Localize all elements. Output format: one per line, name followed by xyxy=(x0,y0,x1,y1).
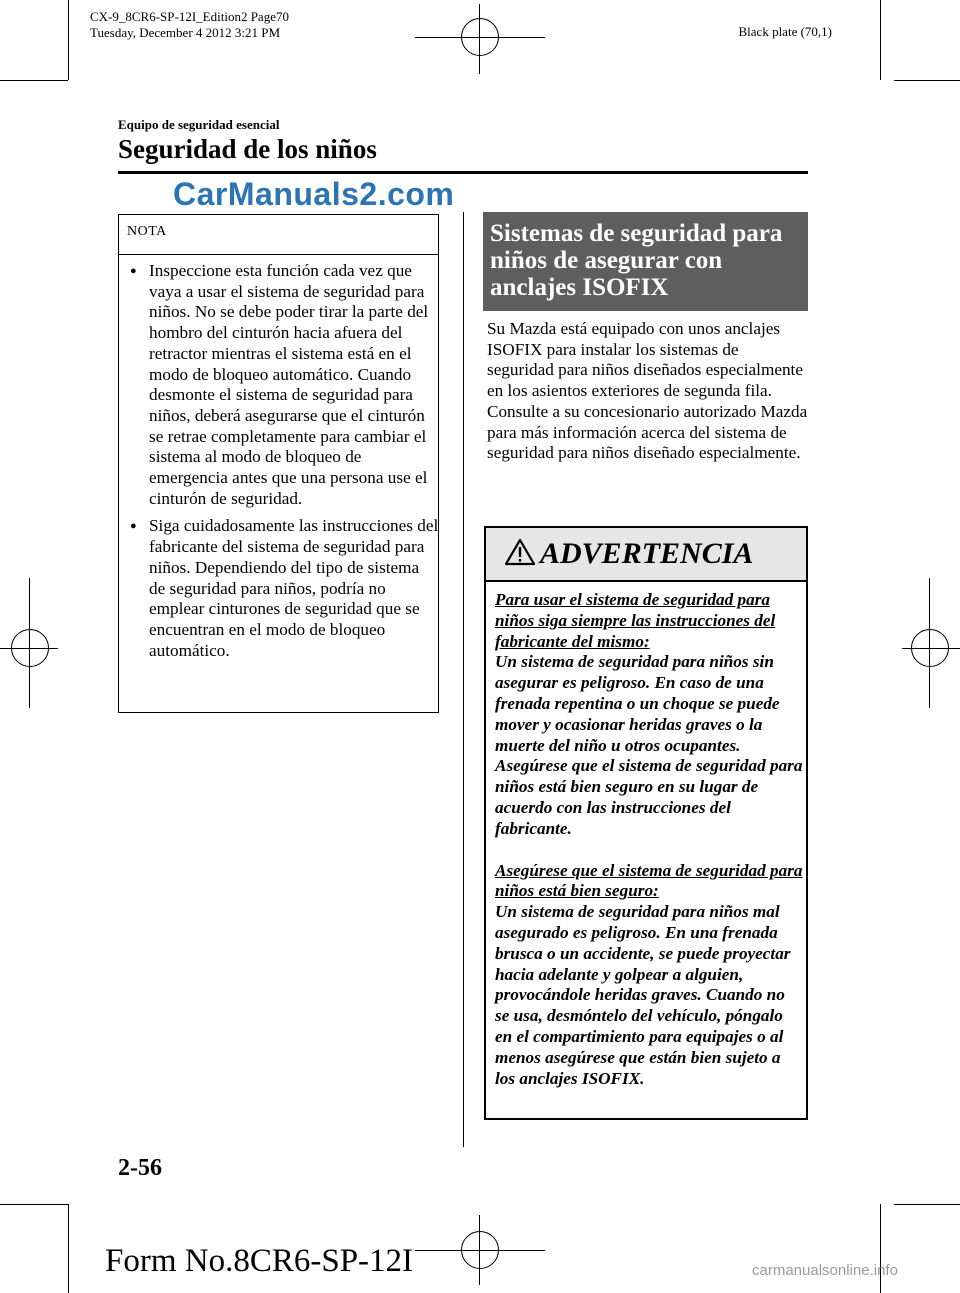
title-rule xyxy=(118,171,808,174)
crop-mark xyxy=(880,0,881,80)
warning-body xyxy=(495,590,803,1089)
section-label: Equipo de seguridad esencial xyxy=(118,117,280,132)
print-info xyxy=(90,9,289,41)
warning-triangle-icon xyxy=(504,538,536,566)
warning-title: ADVERTENCIA xyxy=(540,537,754,570)
warning-text: Un sistema de seguridad para niños sin asegurar es peligroso. En caso de una frenada repentina o un choque se puede mover y ocasionar heridas graves o la muerte del niño u otros ocupantes. Asegúrese que el sistema de seguridad para niños está bien seguro en su lugar de acuerdo con las instrucciones del fabricante. xyxy=(495,652,803,838)
note-item xyxy=(129,516,439,661)
warning-text: Un sistema de seguridad para niños mal asegurado es peligroso. En una frenada brusca o un accidente, se puede proyectar hacia adelante y golpear a alguien, provocándole heridas graves. Cuando no se usa, desmóntelo del vehículo, póngalo en el compartimiento para equipajes o al menos asegúrese que están bien sujeto a los anclajes ISOFIX. xyxy=(495,902,791,1088)
isofix-intro xyxy=(487,319,809,464)
bullet-icon: ● xyxy=(130,520,137,533)
note-item-text: Inspeccione esta función cada vez que vaya a usar el sistema de seguridad para niños. No se debe poder tirar la parte del hombro del cinturón hacia afuera del retractor mientras el sistema está en el modo de bloqueo automático. Cuando desmonte el sistema de seguridad para niños, deberá asegurarse que el cinturón se retrae completamente para cambiar el sistema al modo de bloqueo de emergencia antes que una persona use el cinturón de seguridad. xyxy=(149,261,429,508)
watermark-logo: CarManuals2.com xyxy=(173,176,455,212)
note-list xyxy=(129,261,439,668)
crop-mark xyxy=(68,0,69,80)
crop-mark xyxy=(0,80,68,81)
intro-paragraph: Consulte a su concesionario autorizado Mazda para más información acerca del sistema de seguridad para niños diseñado especialmente. xyxy=(487,401,808,463)
column-divider xyxy=(463,212,464,1147)
page-title: Seguridad de los niños xyxy=(118,134,377,164)
print-info-line: CX-9_8CR6-SP-12I_Edition2 Page70 xyxy=(90,9,289,24)
page-number: 2-56 xyxy=(118,1155,162,1181)
crop-mark xyxy=(68,1204,69,1293)
note-title: NOTA xyxy=(127,224,167,239)
form-number: Form No.8CR6-SP-12I xyxy=(105,1243,414,1279)
note-item xyxy=(129,261,439,509)
footer-url: carmanualsonline.info xyxy=(752,1262,898,1279)
note-divider xyxy=(118,254,439,255)
crop-mark xyxy=(880,1204,881,1293)
crop-mark xyxy=(0,1204,68,1205)
crop-mark xyxy=(894,1204,960,1205)
isofix-heading: Sistemas de seguridad para niños de asegurar con anclajes ISOFIX xyxy=(490,220,783,301)
warning-subheading: Para usar el sistema de seguridad para niños siga siempre las instrucciones del fabricante del mismo: xyxy=(495,590,776,651)
print-info-line: Tuesday, December 4 2012 3:21 PM xyxy=(90,25,281,40)
intro-paragraph: Su Mazda está equipado con unos anclajes ISOFIX para instalar los sistemas de seguridad para niños diseñados especialmente en los asientos exteriores de segunda fila. xyxy=(487,319,803,401)
bullet-icon: ● xyxy=(130,265,137,277)
warning-subheading: Asegúrese que el sistema de seguridad para niños está bien seguro: xyxy=(495,860,803,901)
note-item-text: Siga cuidadosamente las instrucciones del fabricante del sistema de seguridad para niños. Dependiendo del tipo de sistema de seguridad para niños, podría no emplear cinturones de seguridad que se encuentran en el modo de bloqueo automático. xyxy=(149,516,439,660)
plate-label: Black plate (70,1) xyxy=(738,24,832,39)
crop-mark xyxy=(894,80,960,81)
